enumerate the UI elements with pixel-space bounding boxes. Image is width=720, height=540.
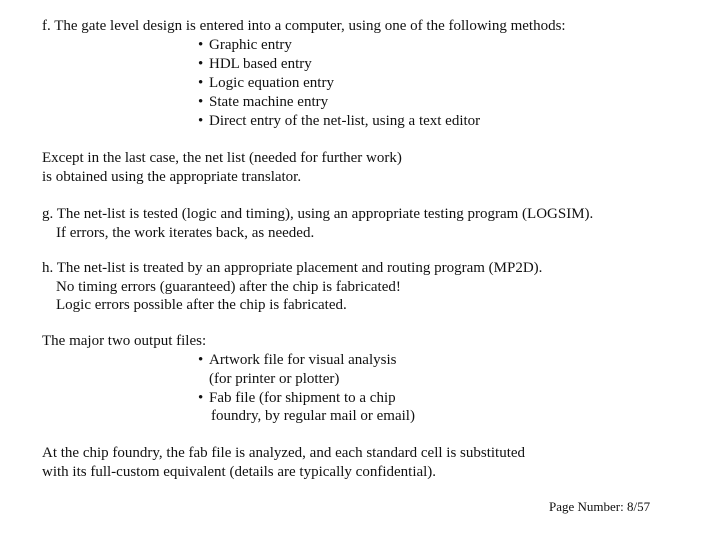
bullet-icon: • — [198, 94, 204, 110]
except-note-line-1: Except in the last case, the net list (needed for further work) — [42, 150, 402, 166]
output-item-artwork-detail: (for printer or plotter) — [209, 371, 340, 387]
method-item-hdl: • HDL based entry — [198, 56, 312, 72]
method-item-state-machine: • State machine entry — [198, 94, 329, 110]
section-h-line-2: No timing errors (guaranteed) after the chip is fabricated! — [56, 279, 401, 295]
output-item-fab: • Fab file (for shipment to a chip — [198, 390, 396, 406]
bullet-icon: • — [198, 352, 204, 368]
foundry-note-line-1: At the chip foundry, the fab file is analyzed, and each standard cell is substituted — [42, 445, 526, 461]
output-files-heading: The major two output files: — [42, 333, 207, 349]
output-item-artwork: • Artwork file for visual analysis — [198, 352, 397, 368]
foundry-note-line-2: with its full-custom equivalent (details are typically confidential). — [42, 464, 437, 480]
section-h-line-1: h. The net-list is treated by an appropriate placement and routing program (MP2D). — [42, 260, 543, 276]
section-f-intro: f. The gate level design is entered into a computer, using one of the following methods: — [42, 18, 566, 34]
page-number: Page Number: 8/57 — [549, 499, 651, 514]
bullet-icon: • — [198, 390, 204, 406]
output-item-fab-detail: foundry, by regular mail or email) — [211, 408, 415, 424]
bullet-icon: • — [198, 75, 204, 91]
section-h-line-3: Logic errors possible after the chip is fabricated. — [56, 297, 347, 313]
bullet-icon: • — [198, 113, 204, 129]
except-note-line-2: is obtained using the appropriate translator. — [42, 169, 302, 185]
bullet-icon: • — [198, 37, 204, 53]
bullet-icon: • — [198, 56, 204, 72]
method-item-graphic: • Graphic entry — [198, 37, 292, 53]
method-item-logic-equation: • Logic equation entry — [198, 75, 334, 91]
section-g-line-2: If errors, the work iterates back, as needed. — [56, 225, 315, 241]
section-g-line-1: g. The net-list is tested (logic and timing), using an appropriate testing program (LOGSIM). — [42, 206, 594, 222]
method-item-direct-netlist: • Direct entry of the net-list, using a text editor — [198, 113, 481, 129]
